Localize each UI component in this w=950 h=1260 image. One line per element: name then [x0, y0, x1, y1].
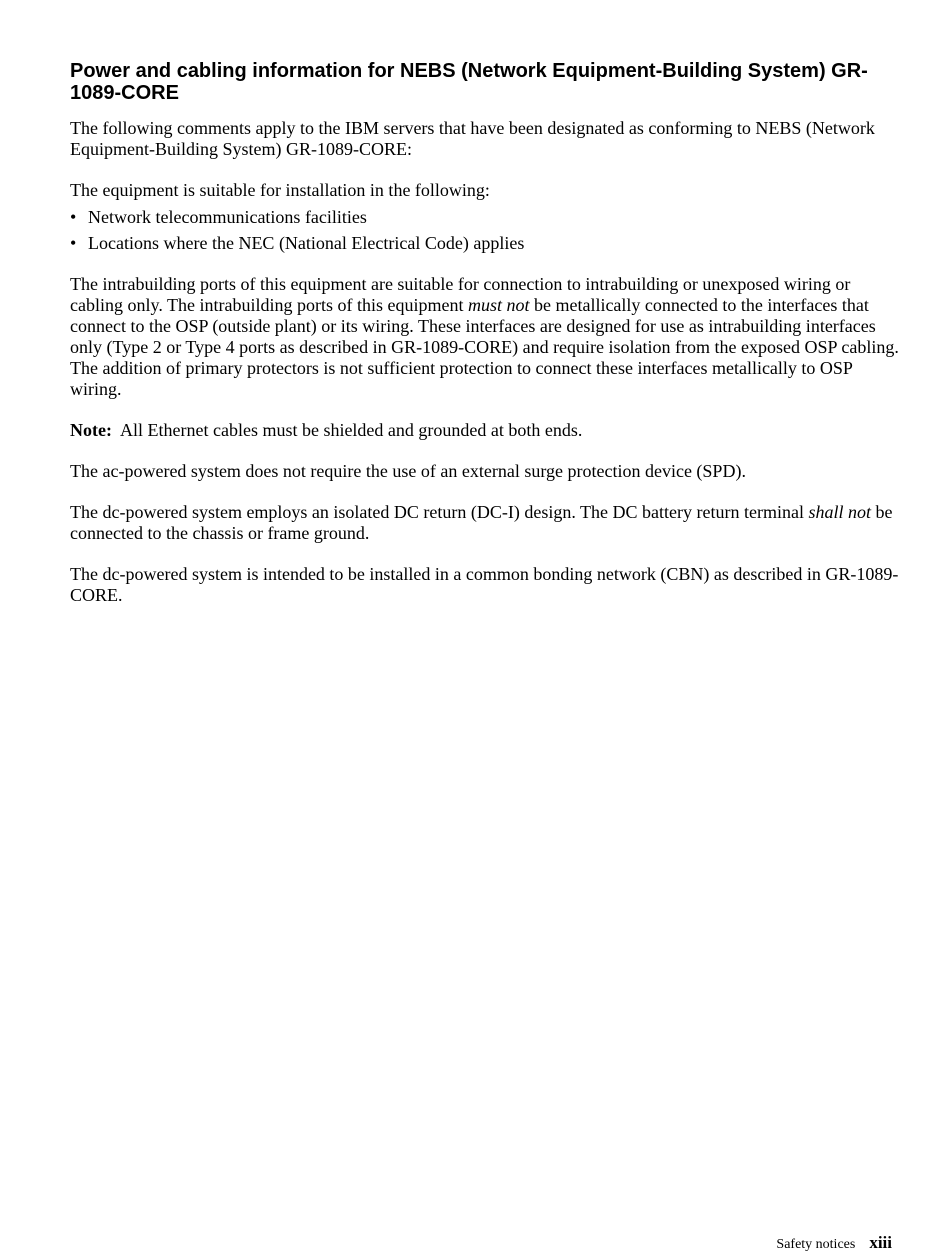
list-item	[70, 207, 900, 228]
page-title: Power and cabling information for NEBS (Network Equipment-Building System) GR-1089-CORE	[70, 60, 868, 104]
intro-paragraph: The following comments apply to the IBM servers that have been designated as conforming to NEBS (Network Equipment-Building System) GR-1089-CORE:	[70, 118, 875, 159]
footer-section-name: Safety notices	[776, 1237, 856, 1252]
list-item-text: Network telecommunications facilities	[88, 207, 367, 227]
dc-return-emphasis: shall not	[808, 502, 871, 522]
installation-intro: The equipment is suitable for installation in the following:	[70, 180, 490, 200]
dc-return-paragraph	[70, 502, 900, 544]
ports-text-1: The intrabuilding ports of this equipment are suitable for connection to intrabuilding or unexposed wiring or cabling only. The intrabuilding ports of this equipment	[70, 274, 851, 315]
list-item	[70, 233, 900, 254]
bullet-icon: •	[70, 233, 77, 253]
note-paragraph	[70, 420, 900, 441]
document-page	[70, 60, 900, 626]
ac-powered-paragraph: The ac-powered system does not require the use of an external surge protection device (SPD).	[70, 461, 746, 481]
ports-emphasis: must not	[467, 295, 530, 315]
dc-cbn-paragraph: The dc-powered system is intended to be installed in a common bonding network (CBN) as described in GR-1089-CORE.	[70, 564, 899, 605]
dc-return-text-2: be connected to the chassis or frame ground.	[70, 502, 893, 543]
list-item-text: Locations where the NEC (National Electrical Code) applies	[88, 233, 525, 253]
dc-return-text-1: The dc-powered system employs an isolated DC return (DC-I) design. The DC battery return terminal	[70, 502, 809, 522]
installation-list	[70, 207, 900, 254]
intrabuilding-ports-paragraph	[70, 274, 900, 400]
ports-text-2: be metallically connected to the interfaces that connect to the OSP (outside plant) or its wiring. These interfaces are designed for use as intrabuilding interfaces only (Type 2 or Type 4 ports as described in GR-1089-CORE) and require isolation from the exposed OSP cabling. The addition of primary protectors is not sufficient protection to connect these interfaces metallically to OSP wiring.	[70, 295, 899, 399]
bullet-icon: •	[70, 207, 77, 227]
note-text: All Ethernet cables must be shielded and grounded at both ends.	[120, 420, 583, 440]
page-footer	[776, 1233, 892, 1253]
page-number: xiii	[869, 1233, 892, 1252]
note-label: Note:	[70, 420, 112, 440]
